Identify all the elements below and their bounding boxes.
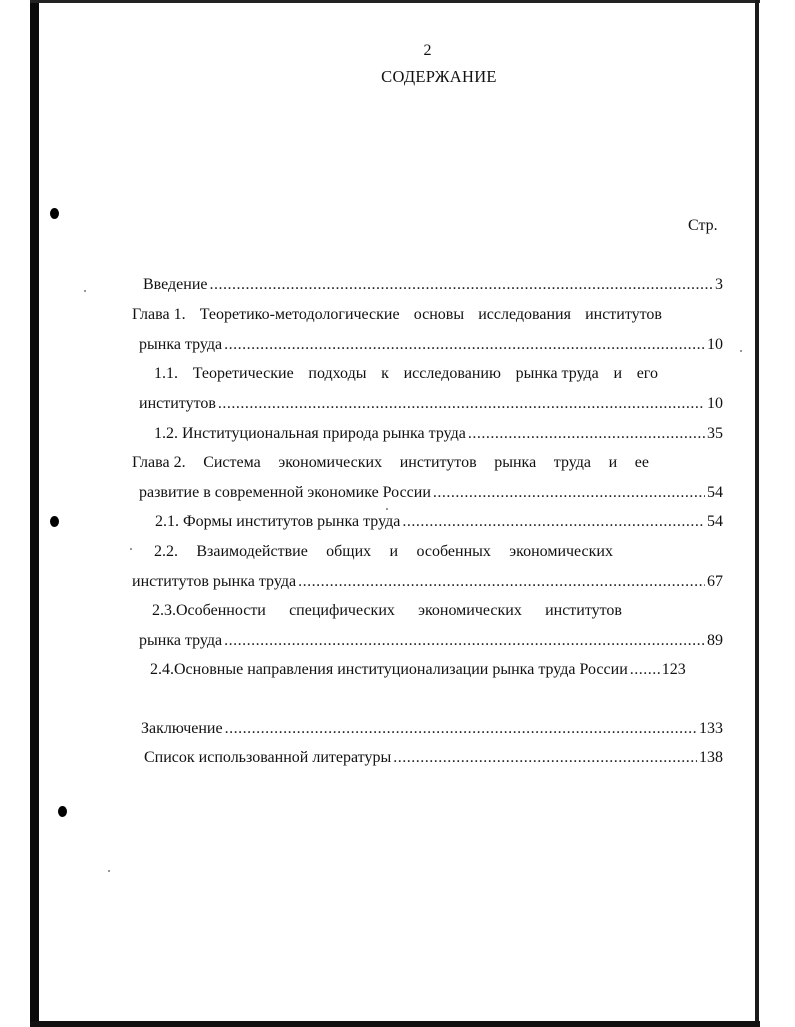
toc-entry-chapter1 xyxy=(139,335,723,355)
scan-edge-right xyxy=(755,0,759,1027)
page-title: СОДЕРЖАНИЕ xyxy=(381,67,497,86)
page-column-label: Стр. xyxy=(688,217,718,234)
toc-entry-section-2-2-line1: 2.2. Взаимодействие общих и особенных экономических xyxy=(154,543,613,560)
scan-edge-top xyxy=(30,0,760,3)
dot-leader xyxy=(433,483,705,503)
toc-entry-label: 1.2. Институциональная природа рынка труда xyxy=(154,425,466,442)
toc-entry-bibliography xyxy=(144,748,723,768)
dot-leader xyxy=(393,748,697,768)
toc-entry-label: институтов рынка труда xyxy=(132,573,297,590)
toc-entry-page: 123 xyxy=(661,661,686,678)
toc-entry-section-1-2 xyxy=(154,424,723,444)
toc-entry-label: 2.1. Формы институтов рынка труда xyxy=(155,513,401,530)
toc-entry-section-2-3-line1: 2.3.Особенности специфических экономических институтов xyxy=(152,602,622,619)
dot-leader xyxy=(630,660,660,680)
toc-entry-section-2-1 xyxy=(155,512,723,532)
toc-entry-label: рынка труда xyxy=(139,632,223,649)
toc-entry-section-1-1-line1: 1.1. Теоретические подходы к исследованию рынка труда и его xyxy=(154,365,658,382)
scan-speck xyxy=(130,548,132,550)
dot-leader xyxy=(210,275,714,295)
scan-speck xyxy=(84,290,86,292)
toc-entry-page: 3 xyxy=(715,276,723,293)
dot-leader xyxy=(224,335,705,355)
toc-entry-page: 89 xyxy=(707,632,723,649)
toc-entry-section-2-4 xyxy=(150,660,723,680)
toc-entry-chapter2 xyxy=(139,483,723,503)
toc-entry-section-1-1 xyxy=(139,394,723,414)
toc-entry-conclusion xyxy=(141,719,723,739)
dot-leader xyxy=(225,719,697,739)
toc-entry-chapter2-line1: Глава 2. Система экономических институтов рынка труда и ее xyxy=(132,454,649,471)
toc-entry-label: рынка труда xyxy=(139,336,223,353)
toc-entry-section-2-3 xyxy=(139,631,723,651)
toc-entry-section-2-2 xyxy=(132,572,723,592)
toc-entry-page: 10 xyxy=(707,336,723,353)
toc-entry-page: 54 xyxy=(707,484,723,501)
scan-speck xyxy=(108,870,110,872)
dot-leader xyxy=(298,572,705,592)
scan-edge-bottom xyxy=(30,1021,760,1027)
toc-entry-label: Список использованной литературы xyxy=(144,749,392,766)
dot-leader xyxy=(224,631,705,651)
dot-leader xyxy=(218,394,705,414)
punch-hole-mark xyxy=(50,208,59,219)
scan-speck xyxy=(386,508,388,510)
toc-entry-label: Заключение xyxy=(141,720,223,737)
toc-entry-label: развитие в современной экономике России xyxy=(139,484,431,501)
toc-entry-label: 2.4.Основные направления институционализации рынка труда России xyxy=(150,661,628,678)
toc-entry-page: 54 xyxy=(707,513,723,530)
toc-entry-page: 133 xyxy=(699,720,723,737)
dot-leader xyxy=(402,512,705,532)
toc-entry-chapter1-line1: Глава 1. Теоретико-методологические основы исследования институтов xyxy=(132,306,662,323)
toc-entry-page: 67 xyxy=(707,573,723,590)
toc-entry-page: 138 xyxy=(699,749,723,766)
toc-entry-label: Введение xyxy=(143,276,208,293)
toc-entry-page: 35 xyxy=(707,425,723,442)
punch-hole-mark xyxy=(58,806,67,817)
toc-entry-intro xyxy=(143,275,723,295)
toc-entry-page: 10 xyxy=(707,395,723,412)
toc-entry-label: институтов xyxy=(139,395,216,412)
scan-speck xyxy=(740,350,742,352)
scan-edge-left xyxy=(30,0,39,1027)
dot-leader xyxy=(468,424,705,444)
page-number: 2 xyxy=(423,42,432,59)
punch-hole-mark xyxy=(50,516,59,527)
